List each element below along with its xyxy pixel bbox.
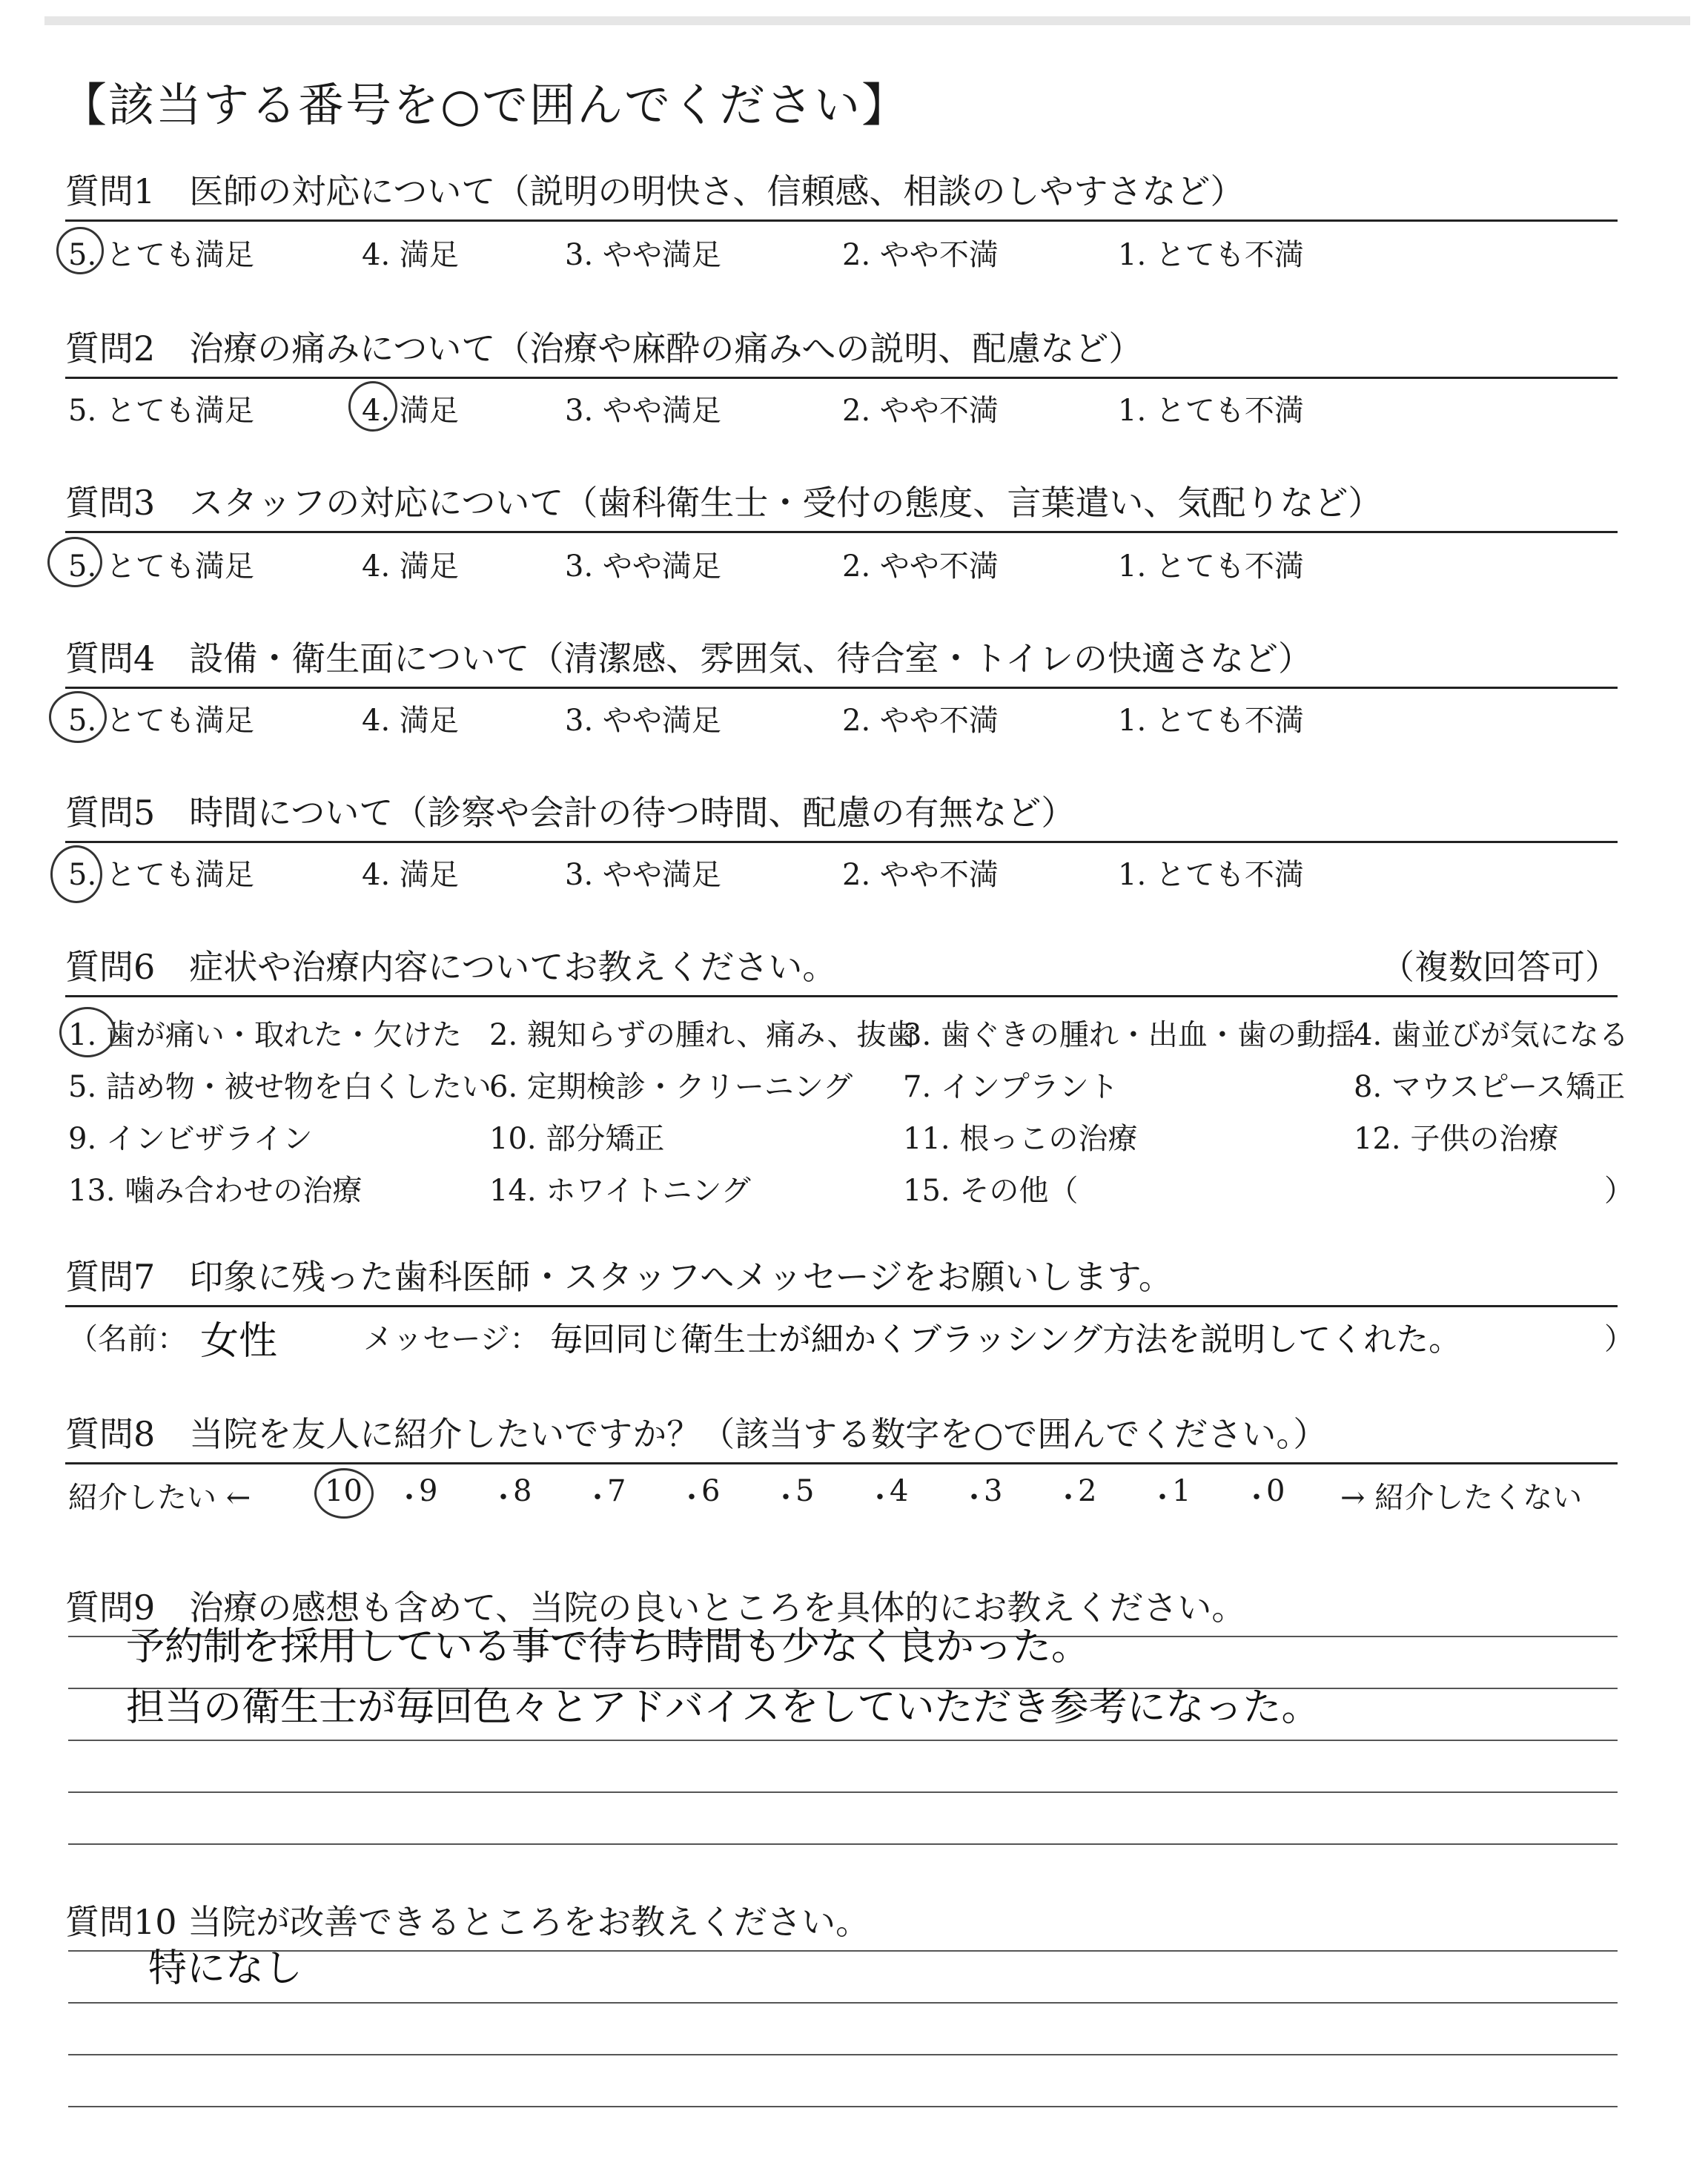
q8-number-10[interactable]: 10	[325, 1474, 363, 1508]
q6-option-9[interactable]: 9. インビザライン	[68, 1122, 313, 1156]
question-6-title: 質問6 症状や治療内容についてお教えください。	[65, 947, 837, 987]
q9-answer-text-2: 担当の衛生士が毎回色々とアドバイスをしていただき参考になった。	[126, 1685, 1320, 1730]
q7-name-label: （名前：	[68, 1322, 187, 1356]
q8-separator-dot: ・	[677, 1481, 706, 1515]
q10-answer-text-1: 特になし	[148, 1946, 303, 1991]
q8-answer-circle	[314, 1468, 374, 1519]
form-instruction-header: 【該当する番号を○で囲んでください】	[61, 78, 910, 132]
q3-answer-circle	[47, 537, 102, 587]
question-4-rule	[65, 687, 1618, 689]
question-8-title: 質問8 当院を友人に紹介したいですか？（該当する数字を○で囲んでください。）	[65, 1414, 1328, 1454]
q3-option-5[interactable]: 5. とても満足	[68, 549, 254, 584]
q3-option-4[interactable]: 4. 満足	[362, 549, 459, 584]
q5-option-5[interactable]: 5. とても満足	[68, 858, 254, 892]
q8-number-6[interactable]: 6	[701, 1474, 721, 1508]
question-2-rule	[65, 377, 1618, 379]
question-10-title: 質問10 当院が改善できるところをお教えください。	[65, 1902, 870, 1942]
q1-option-3[interactable]: 3. やや満足	[565, 238, 721, 272]
q8-separator-dot: ・	[394, 1481, 424, 1515]
q6-option-11[interactable]: 11. 根っこの治療	[903, 1122, 1138, 1156]
q8-number-9[interactable]: 9	[419, 1474, 438, 1508]
q1-option-4[interactable]: 4. 満足	[362, 238, 459, 272]
question-7-title: 質問7 印象に残った歯科医師・スタッフへメッセージをお願いします。	[65, 1257, 1173, 1297]
question-5-title: 質問5 時間について（診察や会計の待つ時間、配慮の有無など）	[65, 793, 1076, 833]
q8-separator-dot: ・	[1242, 1481, 1271, 1515]
question-3-title: 質問3 スタッフの対応について（歯科衛生士・受付の態度、言葉遣い、気配りなど）	[65, 483, 1383, 523]
question-7-rule	[65, 1305, 1618, 1307]
q2-answer-circle	[348, 381, 397, 432]
q5-option-3[interactable]: 3. やや満足	[565, 858, 721, 892]
q7-close-paren: ）	[1604, 1322, 1634, 1356]
question-6-rule	[65, 995, 1618, 997]
q6-option-12[interactable]: 12. 子供の治療	[1354, 1122, 1559, 1156]
q9-answer-line-3	[68, 1740, 1618, 1741]
q1-option-2[interactable]: 2. やや不満	[842, 238, 999, 272]
q8-separator-dot: ・	[489, 1481, 518, 1515]
q8-number-7[interactable]: 7	[607, 1474, 626, 1508]
q8-number-1[interactable]: 1	[1172, 1474, 1191, 1508]
q6-option-3[interactable]: 3. 歯ぐきの腫れ・出血・歯の動揺	[903, 1018, 1356, 1052]
q8-number-0[interactable]: 0	[1266, 1474, 1285, 1508]
q6-option-10[interactable]: 10. 部分矯正	[489, 1122, 665, 1156]
q2-option-1[interactable]: 1. とても不満	[1118, 394, 1304, 428]
q7-message-label: メッセージ：	[363, 1322, 540, 1356]
question-1-rule	[65, 219, 1618, 222]
q8-number-2[interactable]: 2	[1078, 1474, 1097, 1508]
q4-option-4[interactable]: 4. 満足	[362, 704, 459, 738]
q3-option-1[interactable]: 1. とても不満	[1118, 549, 1304, 584]
q10-answer-line-2	[68, 2002, 1618, 2004]
q4-option-5[interactable]: 5. とても満足	[68, 704, 254, 738]
q5-answer-circle	[50, 845, 102, 903]
q8-separator-dot: ・	[583, 1481, 612, 1515]
q8-separator-dot: ・	[959, 1481, 989, 1515]
q9-answer-line-5	[68, 1843, 1618, 1845]
q6-option-4[interactable]: 4. 歯並びが気になる	[1354, 1018, 1629, 1052]
q6-option-7[interactable]: 7. インプラント	[903, 1070, 1119, 1104]
q8-separator-dot: ・	[1053, 1481, 1083, 1515]
q6-option-15[interactable]: 15. その他（	[903, 1174, 1079, 1208]
q5-option-2[interactable]: 2. やや不満	[842, 858, 999, 892]
question-4-title: 質問4 設備・衛生面について（清潔感、雰囲気、待合室・トイレの快適さなど）	[65, 638, 1313, 678]
q6-option-6[interactable]: 6. 定期検診・クリーニング	[489, 1070, 853, 1104]
question-9-title: 質問9 治療の感想も含めて、当院の良いところを具体的にお教えください。	[65, 1588, 1246, 1628]
question-3-rule	[65, 531, 1618, 533]
q7-name-handwritten: 女性	[200, 1319, 278, 1364]
q6-answer-circle	[59, 1007, 116, 1057]
q8-number-8[interactable]: 8	[513, 1474, 532, 1508]
q1-option-1[interactable]: 1. とても不満	[1118, 238, 1304, 272]
q5-option-1[interactable]: 1. とても不満	[1118, 858, 1304, 892]
q1-option-5[interactable]: 5. とても満足	[68, 238, 254, 272]
q2-option-4[interactable]: 4. 満足	[362, 394, 459, 428]
scan-top-edge	[44, 16, 1690, 25]
q2-option-2[interactable]: 2. やや不満	[842, 394, 999, 428]
q4-answer-circle	[49, 691, 107, 743]
q9-answer-text-1: 予約制を採用している事で待ち時間も少なく良かった。	[126, 1625, 1090, 1669]
q8-separator-dot: ・	[1148, 1481, 1177, 1515]
q3-option-3[interactable]: 3. やや満足	[565, 549, 721, 584]
q6-option-2[interactable]: 2. 親知らずの腫れ、痛み、抜歯	[489, 1018, 916, 1052]
question-2-title: 質問2 治療の痛みについて（治療や麻酔の痛みへの説明、配慮など）	[65, 328, 1143, 369]
q8-number-4[interactable]: 4	[890, 1474, 909, 1508]
q8-number-3[interactable]: 3	[984, 1474, 1003, 1508]
q6-option-1[interactable]: 1. 歯が痛い・取れた・欠けた	[68, 1018, 462, 1052]
q4-option-3[interactable]: 3. やや満足	[565, 704, 721, 738]
q8-separator-dot: ・	[865, 1481, 895, 1515]
q9-answer-line-4	[68, 1791, 1618, 1793]
q10-answer-line-4	[68, 2106, 1618, 2107]
question-5-rule	[65, 841, 1618, 843]
q6-option-14[interactable]: 14. ホワイトニング	[489, 1174, 751, 1208]
q2-option-5[interactable]: 5. とても満足	[68, 394, 254, 428]
question-8-rule	[65, 1462, 1618, 1464]
q1-answer-circle	[56, 227, 104, 274]
q8-left-label: 紹介したい ←	[68, 1481, 251, 1515]
q7-message-handwritten: 毎回同じ衛生士が細かくブラッシング方法を説明してくれた。	[550, 1321, 1462, 1358]
q8-right-label: → 紹介したくない	[1340, 1481, 1583, 1515]
q6-option-5[interactable]: 5. 詰め物・被せ物を白くしたい	[68, 1070, 491, 1104]
q8-separator-dot: ・	[771, 1481, 801, 1515]
q8-number-5[interactable]: 5	[795, 1474, 815, 1508]
q2-option-3[interactable]: 3. やや満足	[565, 394, 721, 428]
q4-option-2[interactable]: 2. やや不満	[842, 704, 999, 738]
q3-option-2[interactable]: 2. やや不満	[842, 549, 999, 584]
q5-option-4[interactable]: 4. 満足	[362, 858, 459, 892]
q6-option-13[interactable]: 13. 噛み合わせの治療	[68, 1174, 363, 1208]
q6-other-close-paren: ）	[1604, 1174, 1634, 1208]
q10-answer-line-3	[68, 2054, 1618, 2055]
q6-option-8[interactable]: 8. マウスピース矯正	[1354, 1070, 1626, 1104]
question-1-title: 質問1 医師の対応について（説明の明快さ、信頼感、相談のしやすさなど）	[65, 171, 1245, 211]
question-6-note: （複数回答可）	[1380, 947, 1619, 987]
q4-option-1[interactable]: 1. とても不満	[1118, 704, 1304, 738]
